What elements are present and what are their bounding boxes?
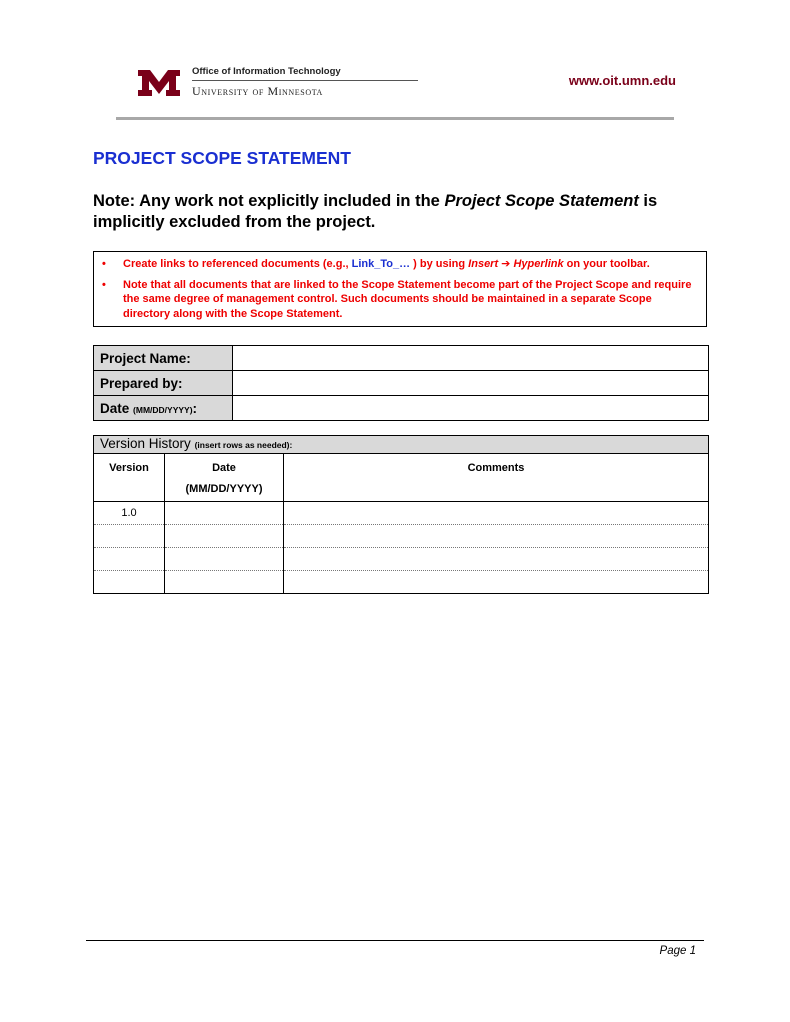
table-row bbox=[94, 525, 709, 548]
note-emphasis: Project Scope Statement bbox=[444, 192, 639, 210]
version-cell[interactable] bbox=[94, 571, 165, 594]
scope-note bbox=[93, 191, 713, 233]
bullet-icon: • bbox=[102, 278, 106, 291]
col-version: Version bbox=[94, 454, 165, 502]
col-date: Date (MM/DD/YYYY) bbox=[165, 454, 284, 502]
note-suffix: is implicitly excluded from the project. bbox=[93, 192, 658, 231]
org-department: Office of Information Technology bbox=[192, 66, 341, 77]
date-cell[interactable] bbox=[165, 548, 284, 571]
bullet-icon: • bbox=[102, 258, 106, 270]
website-url: www.oit.umn.edu bbox=[568, 73, 676, 88]
date-cell[interactable] bbox=[165, 525, 284, 548]
example-link[interactable]: Link_To_… bbox=[351, 258, 411, 270]
table-row bbox=[94, 502, 709, 525]
comments-cell[interactable] bbox=[284, 525, 709, 548]
version-cell[interactable] bbox=[94, 525, 165, 548]
comments-cell[interactable] bbox=[284, 548, 709, 571]
prepared-by-field[interactable] bbox=[233, 371, 709, 396]
letterhead bbox=[136, 66, 676, 102]
version-cell[interactable] bbox=[94, 548, 165, 571]
instruction-item: • Note that all documents that are linked to the Scope Statement become part of the Project Scope and require the same degree of management control. Such documents should be maintained in a separate Scope directory along with the Scope Statement. bbox=[102, 278, 692, 320]
org-name bbox=[192, 66, 418, 99]
page-title: PROJECT SCOPE STATEMENT bbox=[93, 148, 351, 168]
version-history-table bbox=[93, 435, 709, 594]
version-cell[interactable]: 1.0 bbox=[94, 502, 165, 525]
comments-cell[interactable] bbox=[284, 502, 709, 525]
university-m-logo bbox=[136, 68, 182, 98]
instructions-box bbox=[93, 251, 707, 327]
org-divider bbox=[192, 80, 418, 81]
footer-divider bbox=[86, 940, 704, 941]
date-field[interactable] bbox=[233, 396, 709, 421]
table-row bbox=[94, 548, 709, 571]
page-number: Page 1 bbox=[659, 945, 696, 957]
date-label: Date (MM/DD/YYYY): bbox=[94, 396, 233, 421]
project-name-label: Project Name: bbox=[94, 346, 233, 371]
org-university: University of Minnesota bbox=[192, 84, 323, 98]
prepared-by-label: Prepared by: bbox=[94, 371, 233, 396]
col-comments: Comments bbox=[284, 454, 709, 502]
header-divider bbox=[116, 117, 674, 120]
instruction-item: • Create links to referenced documents (e.g., Link_To_… ) by using Insert ➔ Hyperlink on your toolbar. bbox=[102, 258, 650, 270]
date-cell[interactable] bbox=[165, 571, 284, 594]
version-history-header: Version History (insert rows as needed): bbox=[94, 436, 709, 454]
table-row bbox=[94, 571, 709, 594]
comments-cell[interactable] bbox=[284, 571, 709, 594]
project-info-table bbox=[93, 345, 709, 421]
date-cell[interactable] bbox=[165, 502, 284, 525]
note-prefix: Note: Any work not explicitly included in the bbox=[93, 192, 445, 210]
project-name-field[interactable] bbox=[233, 346, 709, 371]
